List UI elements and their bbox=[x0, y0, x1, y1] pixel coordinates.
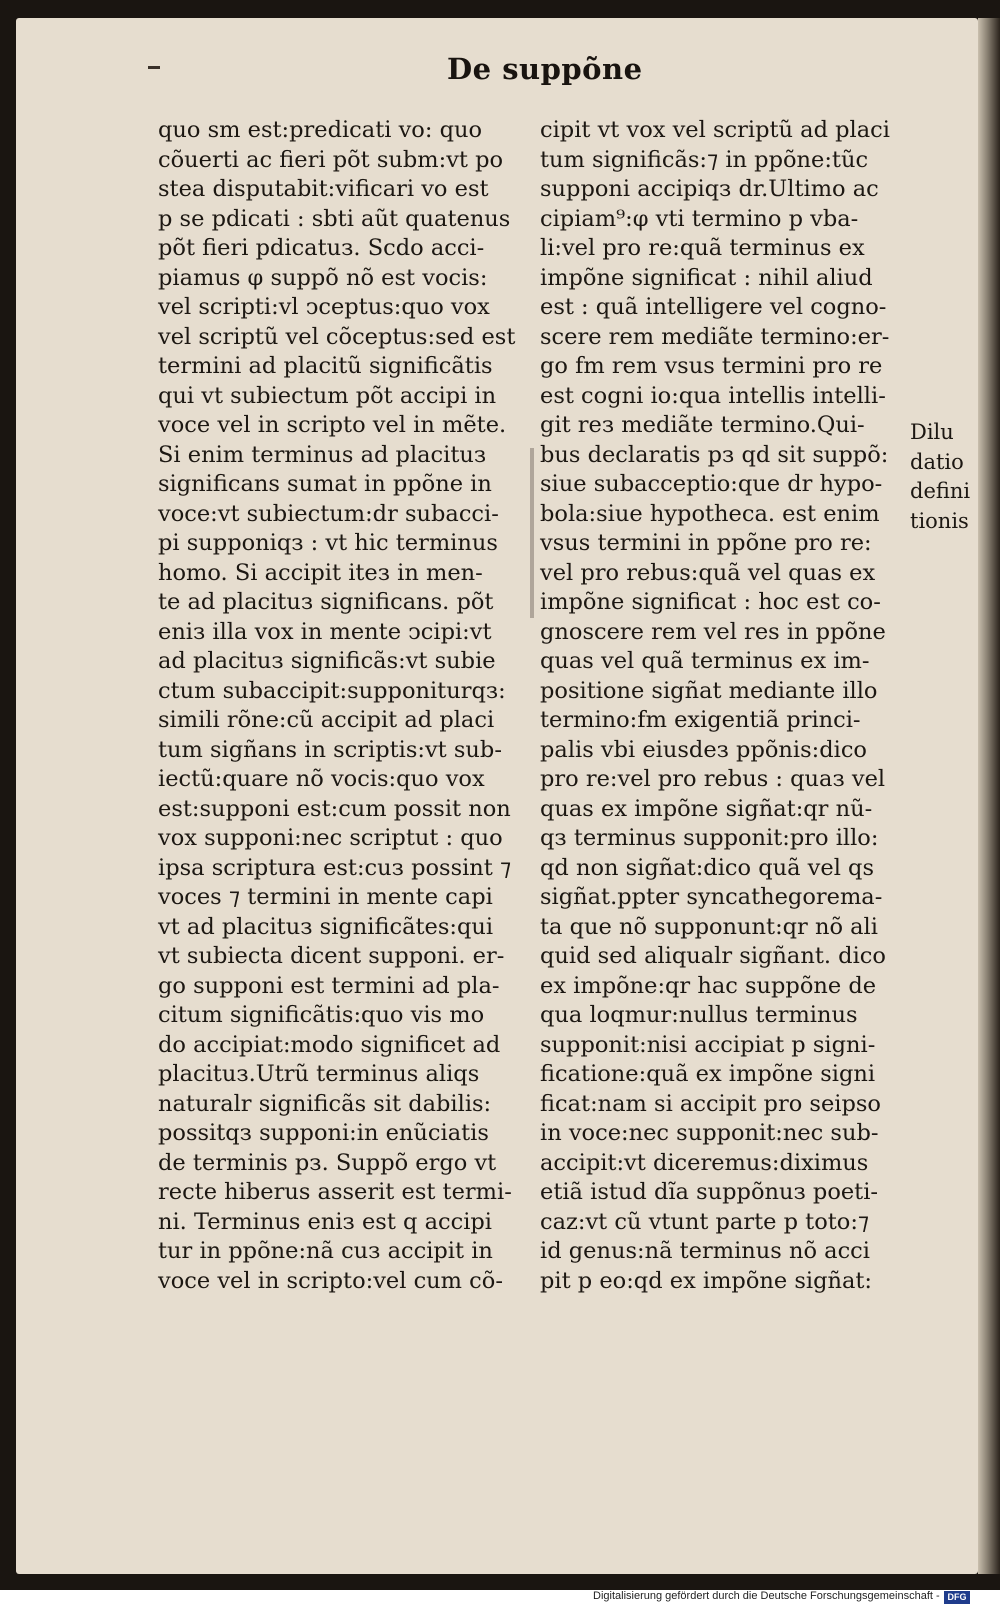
text-line: iectũ:quare nõ vocis:quo vox bbox=[158, 766, 485, 792]
dfg-logo: DFG bbox=[944, 1591, 970, 1604]
text-line: cipiam⁹:φ vti termino p vba- bbox=[540, 205, 859, 232]
text-line: vt ad placituз significãtes:qui bbox=[158, 913, 494, 940]
text-line: naturalr significãs sit dabilis: bbox=[158, 1090, 492, 1117]
marginal-note-line: defini bbox=[910, 479, 971, 503]
text-line: etiã istud dĩa suppõnuз poeti- bbox=[540, 1179, 879, 1205]
text-line: git reз mediãte termino.Qui- bbox=[540, 412, 865, 438]
text-line: citum significãtis:quo vis mo bbox=[158, 1002, 485, 1028]
text-line: sigñat.ppter syncathegorema- bbox=[540, 884, 883, 910]
text-line: significans sumat in ppõne in bbox=[158, 471, 492, 497]
text-line: quas ex impõne sigñat:qr nũ- bbox=[540, 795, 873, 822]
text-line: ni. Terminus eniз est q accipi bbox=[158, 1208, 492, 1235]
text-line: siue subacceptio:que dr hypo- bbox=[540, 471, 883, 497]
text-line: vox supponi:nec scriptut : quo bbox=[158, 825, 503, 851]
text-line: vsus termini in ppõne pro re: bbox=[540, 530, 872, 556]
text-line: est cogni io:qua intellis intelli- bbox=[540, 382, 886, 409]
text-line: scere rem mediãte termino:er- bbox=[540, 323, 890, 350]
text-line: impõne significat : hoc est co- bbox=[540, 589, 881, 615]
text-line: pit p eo:qd ex impõne sigñat: bbox=[540, 1267, 873, 1294]
text-line: ctum subaccipit:supponiturqз: bbox=[158, 677, 506, 704]
text-line: ad placituз significãs:vt subie bbox=[158, 648, 496, 674]
text-line: palis vbi eiusdeз ppõnis:dico bbox=[540, 736, 867, 763]
text-line: placituз.Utrũ terminus aliqs bbox=[158, 1061, 480, 1087]
text-line: ex impõne:qr hac suppõne de bbox=[540, 972, 877, 999]
text-line: pro re:vel pro rebus : quaз vel bbox=[540, 766, 886, 792]
text-line: cõuerti ac fieri põt subm:vt po bbox=[158, 146, 504, 173]
text-line: te ad placituз significans. põt bbox=[158, 589, 494, 615]
text-line: pi supponiqз : vt hic terminus bbox=[158, 530, 498, 556]
text-line: cipit vt vox vel scriptũ ad placi bbox=[540, 117, 890, 143]
running-header: De suppõne bbox=[447, 52, 643, 86]
text-line: do accipiat:modo significet ad bbox=[158, 1031, 501, 1058]
text-line: ipsa scriptura est:cuз possint ⁊ bbox=[158, 854, 512, 881]
text-line: go fm rem vsus termini pro re bbox=[540, 353, 883, 379]
text-line: vel pro rebus:quã vel quas ex bbox=[540, 559, 876, 586]
text-line: quid sed aliqualr sigñant. dico bbox=[540, 943, 886, 969]
text-line: est:supponi est:cum possit non bbox=[158, 795, 511, 822]
text-line: impõne significat : nihil aliud bbox=[540, 264, 873, 291]
text-line: vel scriptũ vel cõceptus:sed est bbox=[158, 323, 516, 350]
marginal-note-line: datio bbox=[910, 449, 964, 474]
text-line: homo. Si accipit iteз in men- bbox=[158, 559, 483, 586]
text-line: qui vt subiectum põt accipi in bbox=[158, 382, 497, 409]
text-line: supponi accipiqз dr.Ultimo ac bbox=[540, 176, 879, 202]
marginal-note bbox=[910, 418, 970, 536]
right-text-column bbox=[540, 116, 890, 1296]
text-line: p se pdicati : sbti aũt quatenus bbox=[158, 205, 511, 232]
text-line: vel scripti:vl ↄceptus:quo vox bbox=[158, 294, 490, 320]
text-line: gnoscere rem vel res in ppõne bbox=[540, 618, 886, 645]
text-line: põt fieri pdicatuз. Scdo acci- bbox=[158, 235, 485, 261]
ink-mark bbox=[148, 66, 160, 69]
text-line: in voce:nec supponit:nec sub- bbox=[540, 1120, 879, 1146]
text-line: positione sigñat mediante illo bbox=[540, 677, 878, 704]
text-line: voce vel in scripto vel in mẽte. bbox=[158, 412, 507, 438]
text-line: qd non sigñat:dico quã vel qs bbox=[540, 854, 874, 881]
text-line: possitqз supponi:in enũciatis bbox=[158, 1120, 489, 1146]
text-line: supponit:nisi accipiat p signi- bbox=[540, 1031, 876, 1058]
text-line: quo sm est:predicati vo: quo bbox=[158, 117, 483, 143]
text-line: bus declaratis pз qd sit suppõ: bbox=[540, 441, 889, 468]
left-text-column bbox=[158, 116, 515, 1296]
text-line: piamus φ suppõ nõ est vocis: bbox=[158, 264, 488, 291]
text-line: stea disputabit:vificari vo est bbox=[158, 176, 489, 202]
text-line: voce:vt subiectum:dr subacci- bbox=[158, 500, 499, 527]
margin-bracket bbox=[530, 448, 534, 618]
text-line: est : quã intelligere vel cogno- bbox=[540, 294, 887, 320]
marginal-note-line: tionis bbox=[910, 508, 969, 533]
text-line: simili rõne:cũ accipit ad placi bbox=[158, 707, 495, 733]
text-line: ficatione:quã ex impõne signi bbox=[540, 1061, 876, 1087]
text-line: ficat:nam si accipit pro seipso bbox=[540, 1090, 881, 1117]
text-line: recte hiberus asserit est termi- bbox=[158, 1179, 512, 1205]
text-line: tur in ppõne:nã cuз accipit in bbox=[158, 1238, 493, 1264]
digitization-credit: Digitalisierung gefördert durch die Deutsche Forschungsgemeinschaft - bbox=[593, 1590, 940, 1602]
text-line: qз terminus supponit:pro illo: bbox=[540, 825, 879, 851]
text-line: tum sigñans in scriptis:vt sub- bbox=[158, 736, 502, 763]
text-line: tum significãs:⁊ in ppõne:tũc bbox=[540, 146, 869, 173]
text-line: go supponi est termini ad pla- bbox=[158, 972, 500, 999]
text-line: vt subiecta dicent supponi. er- bbox=[158, 943, 505, 969]
text-line: bola:siue hypotheca. est enim bbox=[540, 500, 880, 527]
text-line: de terminis pз. Suppõ ergo vt bbox=[158, 1149, 497, 1176]
text-line: accipit:vt diceremus:diximus bbox=[540, 1149, 869, 1176]
text-line: id genus:nã terminus nõ acci bbox=[540, 1238, 870, 1264]
text-line: qua loqmur:nullus terminus bbox=[540, 1002, 858, 1028]
marginal-note-line: Dilu bbox=[910, 420, 954, 444]
text-line: termino:fm exigentiã princi- bbox=[540, 707, 861, 733]
text-line: caz:vt cũ vtunt parte p toto:⁊ bbox=[540, 1208, 870, 1235]
page-edge-shadow bbox=[978, 18, 1000, 1574]
text-line: quas vel quã terminus ex im- bbox=[540, 648, 870, 674]
text-line: ta que nõ supponunt:qr nõ ali bbox=[540, 913, 878, 940]
text-line: termini ad placitũ significãtis bbox=[158, 353, 493, 379]
text-line: voces ⁊ termini in mente capi bbox=[158, 884, 493, 910]
text-line: li:vel pro re:quã terminus ex bbox=[540, 235, 865, 261]
text-line: Si enim terminus ad placituз bbox=[158, 441, 487, 468]
text-line: eniз illa vox in mente ↄcipi:vt bbox=[158, 618, 492, 645]
text-line: voce vel in scripto:vel cum cõ- bbox=[158, 1267, 503, 1294]
